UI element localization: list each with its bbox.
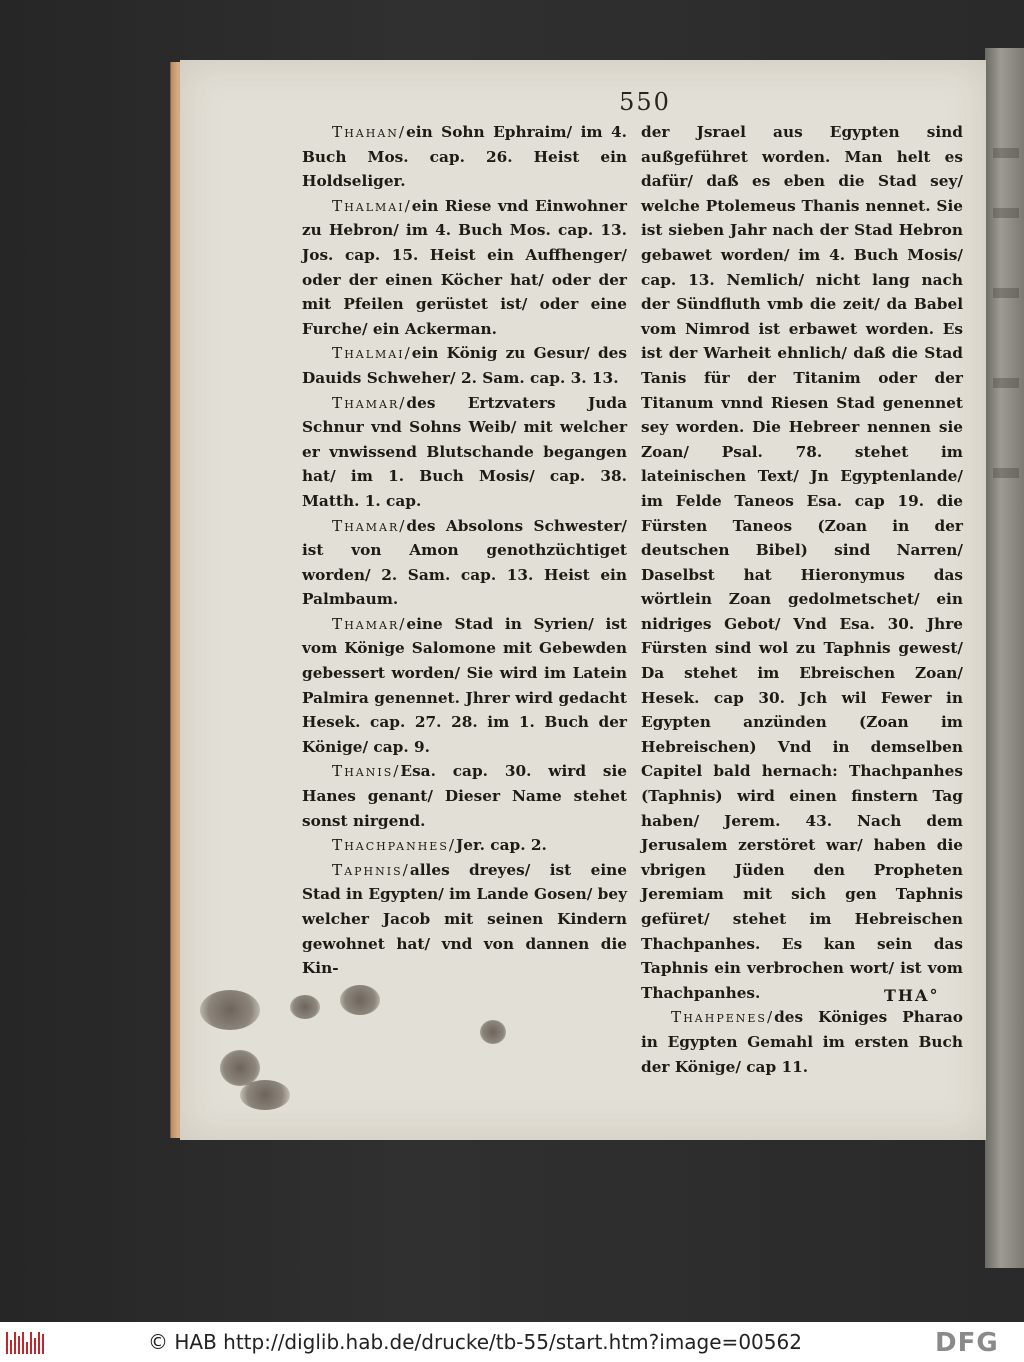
lexicon-entry xyxy=(302,194,627,342)
lexicon-entry xyxy=(302,759,627,833)
bleed-through-mark xyxy=(993,468,1019,478)
water-stain xyxy=(240,1080,290,1110)
entry-text: eine Stad in Syrien/ ist vom Könige Salomone mit Gebewden gebessert worden/ Sie wird im Latein Palmira genennet. Jhrer wird gedacht Hesek. cap. 27. 28. im 1. Buch der Könige/ cap. 9. xyxy=(302,614,627,756)
bleed-through-mark xyxy=(993,148,1019,158)
bleed-through-mark xyxy=(993,288,1019,298)
entry-headword: Thamar/ xyxy=(332,393,407,412)
water-stain xyxy=(290,995,320,1019)
entry-headword: Thalmai/ xyxy=(332,196,412,215)
lexicon-entry-continued xyxy=(641,120,963,1005)
entry-text: ein Riese vnd Einwohner zu Hebron/ im 4. Buch Mos. cap. 13. Jos. cap. 15. Heist ein Auffhenger/ oder der einen Köcher hat/ oder der mit Pfeilen gerüstet ist/ oder eine Furche/ ein Ackerman. xyxy=(302,196,627,338)
entry-headword: Thahan/ xyxy=(332,123,407,141)
right-text-column xyxy=(641,120,963,1079)
entry-text: ein Sohn Ephraim/ im 4. Buch Mos. cap. 26. Heist ein Holdseliger. xyxy=(302,123,627,191)
hab-barcode-logo-icon xyxy=(6,1330,46,1354)
left-text-column xyxy=(302,120,627,981)
entry-headword: Thamar/ xyxy=(332,516,407,535)
entry-headword: Thamar/ xyxy=(332,614,407,633)
lexicon-entry xyxy=(302,341,627,390)
lexicon-entry xyxy=(302,833,627,858)
bleed-through-mark xyxy=(993,208,1019,218)
entry-headword: Taphnis/ xyxy=(332,860,410,879)
next-page-edge xyxy=(985,48,1024,1268)
entry-headword: Thachpanhes/ xyxy=(332,836,457,855)
dfg-logo: DFG xyxy=(935,1328,999,1358)
water-stain xyxy=(340,985,380,1015)
lexicon-entry xyxy=(302,612,627,760)
entry-text: des Ertzvaters Juda Schnur vnd Sohns Weib/ mit welcher er vnwissend Blutschande begangen hat/ im 1. Buch Mosis/ cap. 38. Matth. 1. cap. xyxy=(302,393,627,510)
bleed-through-mark xyxy=(993,378,1019,388)
entry-text: Jer. cap. 2. xyxy=(456,836,547,855)
catchword: THA° xyxy=(884,986,940,1005)
lexicon-entry xyxy=(302,514,627,612)
viewer-footer xyxy=(0,1322,1024,1362)
entry-text: alles dreyes/ ist eine Stad in Egypten/ im Lande Gosen/ bey welcher Jacob mit seinen Kindern gewohnet hat/ vnd von dannen die Kin- xyxy=(302,860,627,978)
lexicon-entry xyxy=(641,1005,963,1079)
entry-text: der Jsrael aus Egypten sind außgeführet worden. Man helt es dafür/ daß es eben die Stad sey/ welche Ptolemeus Thanis nennet. Sie ist sieben Jahr nach der Stad Hebron gebawet worden/ im 4. Buch Mosis/ cap. 13. Nemlich/ nicht lang nach der Sündfluth vmb die zeit/ da Babel vom Nimrod ist erbawet worden. Es ist der Warheit ehnlich/ daß die Stad Tanis für der Titanim oder der Titanum vnnd Riesen Stad genennet sey worden. Die Hebreer nennen sie Zoan/ Psal. 78. stehet im lateinischen Text/ Jn Egyptenlande/ im Felde Taneos Esa. cap 19. die Fürsten Taneos (Zoan in der deutschen Bibel) sind Narren/ Daselbst hat Hieronymus das wörtlein Zoan gedolmetschet/ ein nidriges Gebot/ Vnd Esa. 30. Jhre Fürsten sind wol zu Taphnis gewest/ Da stehet im Ebreischen Zoan/ Hesek. cap 30. Jch wil Fewer in Egypten anzünden (Zoan im Hebreischen) Vnd in demselben Capitel bald hernach: Thachpanhes (Taphnis) wird einen finstern Tag haben/ Jerem. 43. Nach dem Jerusalem zerstöret war/ haben die vbrigen Jüden den Propheten Jeremiam mit sich gen Taphnis gefüret/ stehet im Hebreischen Thachpanhes. Es kan sein das Taphnis ein verbrochen wort/ ist vom Thachpanhes. xyxy=(641,123,963,1002)
entry-text: des Absolons Schwester/ ist von Amon genothzüchtiget worden/ 2. Sam. cap. 13. Heist ein Palmbaum. xyxy=(302,516,627,609)
lexicon-entry xyxy=(302,120,627,194)
entry-text: ein König zu Gesur/ des Dauids Schweher/ 2. Sam. cap. 3. 13. xyxy=(302,344,627,387)
entry-headword: Thanis/ xyxy=(332,762,401,781)
lexicon-entry xyxy=(302,858,627,981)
water-stain xyxy=(200,990,260,1030)
entry-text: des Königes Pharao in Egypten Gemahl im ersten Buch der Könige/ cap 11. xyxy=(641,1008,963,1076)
lexicon-entry xyxy=(302,391,627,514)
copyright-link[interactable]: © HAB http://diglib.hab.de/drucke/tb-55/start.htm?image=00562 xyxy=(148,1330,802,1354)
entry-headword: Thahpenes/ xyxy=(671,1008,775,1027)
entry-headword: Thalmai/ xyxy=(332,344,412,363)
water-stain xyxy=(480,1020,506,1044)
page-number: 550 xyxy=(619,88,671,116)
entry-text: Esa. cap. 30. wird sie Hanes genant/ Dieser Name stehet sonst nirgend. xyxy=(302,762,627,830)
